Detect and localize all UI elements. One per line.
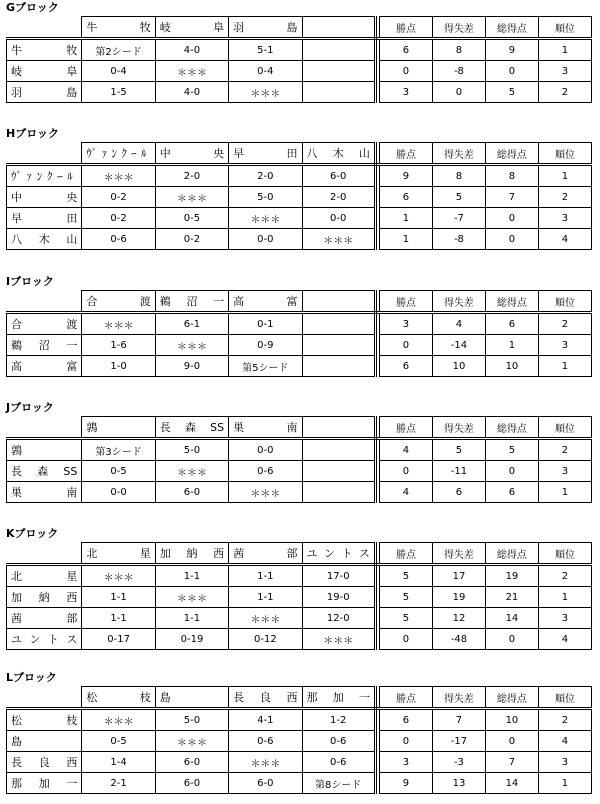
match-result: ＊＊＊ xyxy=(155,61,228,82)
row-team-name: 加 納 西 xyxy=(7,587,82,608)
team-header xyxy=(302,417,375,439)
table-row xyxy=(7,313,592,335)
stat-value: 6 xyxy=(379,39,432,61)
team-header: 長 良 西 xyxy=(229,687,302,709)
stat-value: 6 xyxy=(485,482,538,503)
stat-value: 5 xyxy=(485,439,538,461)
stat-header: 順位 xyxy=(538,143,591,165)
table-row xyxy=(7,439,592,461)
stat-value: 8 xyxy=(485,165,538,187)
header-row xyxy=(7,291,592,313)
match-result: 0-0 xyxy=(302,208,375,229)
stat-value: 7 xyxy=(485,187,538,208)
row-team-name: 羽 島 xyxy=(7,82,82,103)
stat-value: -11 xyxy=(432,461,485,482)
stat-value: 0 xyxy=(485,208,538,229)
match-result: 0-6 xyxy=(229,731,302,752)
team-header: 早 田 xyxy=(229,143,302,165)
match-result: 5-0 xyxy=(155,709,228,731)
match-result: 1-1 xyxy=(82,608,155,629)
stat-value: 0 xyxy=(485,731,538,752)
match-result xyxy=(302,82,375,103)
row-team-name: 島 xyxy=(7,731,82,752)
match-result: 0-4 xyxy=(229,61,302,82)
match-result: ＊＊＊ xyxy=(82,709,155,731)
standings-table xyxy=(6,142,592,250)
match-result: 4-0 xyxy=(155,39,228,61)
block-title: Gブロック xyxy=(6,1,59,14)
standings-table xyxy=(6,416,592,503)
stat-value: 0 xyxy=(379,61,432,82)
stat-value: 4 xyxy=(538,229,591,250)
stat-header: 勝点 xyxy=(379,143,432,165)
row-team-name: 合 渡 xyxy=(7,313,82,335)
block-title: Iブロック xyxy=(6,275,54,288)
stat-value: 4 xyxy=(432,313,485,335)
match-result xyxy=(302,482,375,503)
stat-value: 1 xyxy=(485,335,538,356)
match-result: 5-1 xyxy=(229,39,302,61)
table-row xyxy=(7,229,592,250)
stat-value: 0 xyxy=(485,461,538,482)
team-header: ｳﾞｧﾝｸｰﾙ xyxy=(82,143,155,165)
stat-value: -14 xyxy=(432,335,485,356)
table-row xyxy=(7,187,592,208)
match-result: ＊＊＊ xyxy=(229,752,302,773)
stat-header: 得失差 xyxy=(432,543,485,565)
standings-table xyxy=(6,16,592,103)
match-result: 第5シード xyxy=(229,356,302,377)
stat-value: 4 xyxy=(379,482,432,503)
match-result xyxy=(302,461,375,482)
stat-value: 7 xyxy=(485,752,538,773)
stat-value: 13 xyxy=(432,773,485,794)
block-title: Jブロック xyxy=(6,401,54,414)
stat-value: 1 xyxy=(538,587,591,608)
match-result: 0-0 xyxy=(82,482,155,503)
row-team-name: 八 木 山 xyxy=(7,229,82,250)
stat-value: 2 xyxy=(538,187,591,208)
match-result: 1-2 xyxy=(302,709,375,731)
match-result: 0-6 xyxy=(229,461,302,482)
match-result: 0-4 xyxy=(82,61,155,82)
match-result: 1-4 xyxy=(82,752,155,773)
match-result: ＊＊＊ xyxy=(229,608,302,629)
stat-value: 0 xyxy=(379,629,432,650)
stat-value: 1 xyxy=(379,229,432,250)
team-header: 巣 南 xyxy=(229,417,302,439)
stat-value: 8 xyxy=(432,165,485,187)
row-team-name: ユ ン ト ス xyxy=(7,629,82,650)
table-row xyxy=(7,709,592,731)
stat-value: 2 xyxy=(538,565,591,587)
match-result: 1-1 xyxy=(82,587,155,608)
team-header: 鵜 沼 一 xyxy=(155,291,228,313)
team-header: 牛 牧 xyxy=(82,17,155,39)
stat-value: 0 xyxy=(432,82,485,103)
stat-value: -17 xyxy=(432,731,485,752)
match-result: 0-0 xyxy=(229,229,302,250)
match-result: 5-0 xyxy=(155,439,228,461)
match-result: 0-5 xyxy=(82,731,155,752)
stat-header: 得失差 xyxy=(432,143,485,165)
table-row xyxy=(7,39,592,61)
header-row xyxy=(7,417,592,439)
stat-header: 勝点 xyxy=(379,417,432,439)
stat-value: 1 xyxy=(538,773,591,794)
table-row xyxy=(7,587,592,608)
match-result: 2-0 xyxy=(302,187,375,208)
match-result: ＊＊＊ xyxy=(155,335,228,356)
match-result: 0-9 xyxy=(229,335,302,356)
stat-header: 順位 xyxy=(538,291,591,313)
row-team-name: 那 加 一 xyxy=(7,773,82,794)
stat-value: 6 xyxy=(485,313,538,335)
team-header xyxy=(302,291,375,313)
match-result: 6-0 xyxy=(229,773,302,794)
stat-value: 7 xyxy=(432,709,485,731)
stat-value: 3 xyxy=(538,608,591,629)
stat-value: 0 xyxy=(485,61,538,82)
stat-value: 1 xyxy=(538,39,591,61)
stat-value: -8 xyxy=(432,229,485,250)
stat-value: 14 xyxy=(485,608,538,629)
row-team-name: 鵜 沼 一 xyxy=(7,335,82,356)
stat-value: 5 xyxy=(432,439,485,461)
header-row xyxy=(7,543,592,565)
match-result: 0-6 xyxy=(82,229,155,250)
match-result: 0-5 xyxy=(82,461,155,482)
match-result: ＊＊＊ xyxy=(155,731,228,752)
match-result xyxy=(302,61,375,82)
table-row xyxy=(7,208,592,229)
stat-value: 1 xyxy=(379,208,432,229)
match-result: 6-0 xyxy=(155,773,228,794)
match-result: 0-6 xyxy=(302,752,375,773)
match-result: 9-0 xyxy=(155,356,228,377)
match-result: ＊＊＊ xyxy=(82,165,155,187)
match-result: ＊＊＊ xyxy=(229,82,302,103)
stat-value: 5 xyxy=(379,587,432,608)
match-result: 1-1 xyxy=(155,565,228,587)
row-team-name: 松 枝 xyxy=(7,709,82,731)
block-title: Lブロック xyxy=(6,671,57,684)
stat-value: 3 xyxy=(379,313,432,335)
match-result: 2-1 xyxy=(82,773,155,794)
stat-value: 3 xyxy=(538,335,591,356)
match-result: 6-1 xyxy=(155,313,228,335)
corner-cell xyxy=(7,687,82,709)
row-team-name: ｳﾞｧﾝｸｰﾙ xyxy=(7,165,82,187)
match-result: 1-6 xyxy=(82,335,155,356)
team-header: 茜 部 xyxy=(229,543,302,565)
row-team-name: 早 田 xyxy=(7,208,82,229)
team-header: 那 加 一 xyxy=(302,687,375,709)
stat-value: 3 xyxy=(379,752,432,773)
corner-cell xyxy=(7,291,82,313)
table-row xyxy=(7,356,592,377)
standings-table xyxy=(6,686,592,794)
row-team-name: 長 森 SS xyxy=(7,461,82,482)
match-result xyxy=(302,356,375,377)
row-team-name: 高 富 xyxy=(7,356,82,377)
match-result: 17-0 xyxy=(302,565,375,587)
stat-value: 0 xyxy=(485,629,538,650)
standings-table xyxy=(6,542,592,650)
match-result: 6-0 xyxy=(155,752,228,773)
match-result: ＊＊＊ xyxy=(302,629,375,650)
stat-value: 5 xyxy=(432,187,485,208)
stat-value: 6 xyxy=(379,356,432,377)
row-team-name: 中 央 xyxy=(7,187,82,208)
team-header: 鶉 xyxy=(82,417,155,439)
row-team-name: 長 良 西 xyxy=(7,752,82,773)
stat-header: 総得点 xyxy=(485,17,538,39)
stat-value: 10 xyxy=(485,356,538,377)
team-header: 合 渡 xyxy=(82,291,155,313)
stat-value: -7 xyxy=(432,208,485,229)
match-result: 1-1 xyxy=(229,587,302,608)
stat-value: 19 xyxy=(432,587,485,608)
table-row xyxy=(7,461,592,482)
match-result: 0-2 xyxy=(82,208,155,229)
match-result: 第2シード xyxy=(82,39,155,61)
row-team-name: 北 星 xyxy=(7,565,82,587)
match-result: 第3シード xyxy=(82,439,155,461)
stat-header: 得失差 xyxy=(432,417,485,439)
stat-value: 2 xyxy=(538,709,591,731)
table-row xyxy=(7,165,592,187)
match-result: 12-0 xyxy=(302,608,375,629)
stat-value: 5 xyxy=(379,608,432,629)
stat-value: 3 xyxy=(379,82,432,103)
match-result: 19-0 xyxy=(302,587,375,608)
table-row xyxy=(7,731,592,752)
corner-cell xyxy=(7,17,82,39)
stat-header: 勝点 xyxy=(379,543,432,565)
team-header: 北 星 xyxy=(82,543,155,565)
corner-cell xyxy=(7,143,82,165)
table-row xyxy=(7,565,592,587)
stat-value: 1 xyxy=(538,165,591,187)
match-result: 4-1 xyxy=(229,709,302,731)
team-header: 羽 島 xyxy=(229,17,302,39)
stat-header: 順位 xyxy=(538,543,591,565)
table-row xyxy=(7,61,592,82)
stat-value: 1 xyxy=(538,482,591,503)
table-row xyxy=(7,608,592,629)
stat-value: 9 xyxy=(379,165,432,187)
stat-header: 総得点 xyxy=(485,687,538,709)
stat-header: 順位 xyxy=(538,417,591,439)
match-result: 2-0 xyxy=(229,165,302,187)
stat-header: 勝点 xyxy=(379,687,432,709)
team-header: 中 央 xyxy=(155,143,228,165)
table-row xyxy=(7,629,592,650)
match-result: 0-1 xyxy=(229,313,302,335)
stat-value: -48 xyxy=(432,629,485,650)
match-result: 0-19 xyxy=(155,629,228,650)
match-result: 0-5 xyxy=(155,208,228,229)
stat-value: 0 xyxy=(379,731,432,752)
header-row xyxy=(7,143,592,165)
match-result xyxy=(302,39,375,61)
match-result: ＊＊＊ xyxy=(82,565,155,587)
stat-header: 得失差 xyxy=(432,687,485,709)
match-result: ＊＊＊ xyxy=(155,587,228,608)
stat-value: 0 xyxy=(379,335,432,356)
stat-value: -8 xyxy=(432,61,485,82)
team-header: 八 木 山 xyxy=(302,143,375,165)
stat-value: 9 xyxy=(379,773,432,794)
stat-value: 6 xyxy=(379,709,432,731)
stat-header: 順位 xyxy=(538,17,591,39)
match-result: ＊＊＊ xyxy=(155,461,228,482)
match-result: 0-2 xyxy=(82,187,155,208)
stat-value: 1 xyxy=(538,356,591,377)
match-result: 2-0 xyxy=(155,165,228,187)
team-header: ユ ン ト ス xyxy=(302,543,375,565)
stat-value: 5 xyxy=(379,565,432,587)
team-header xyxy=(302,17,375,39)
stat-header: 総得点 xyxy=(485,143,538,165)
row-team-name: 牛 牧 xyxy=(7,39,82,61)
stat-value: -3 xyxy=(432,752,485,773)
table-row xyxy=(7,482,592,503)
standings-table xyxy=(6,290,592,377)
stat-value: 10 xyxy=(432,356,485,377)
match-result: 1-0 xyxy=(82,356,155,377)
row-team-name: 巣 南 xyxy=(7,482,82,503)
stat-value: 6 xyxy=(432,482,485,503)
stat-value: 6 xyxy=(379,187,432,208)
match-result: 1-5 xyxy=(82,82,155,103)
stat-value: 3 xyxy=(538,752,591,773)
match-result: 0-12 xyxy=(229,629,302,650)
block-title: Hブロック xyxy=(6,127,59,140)
stat-value: 5 xyxy=(485,82,538,103)
stat-header: 順位 xyxy=(538,687,591,709)
stat-header: 総得点 xyxy=(485,291,538,313)
stat-header: 総得点 xyxy=(485,543,538,565)
match-result: 0-0 xyxy=(229,439,302,461)
stat-header: 得失差 xyxy=(432,17,485,39)
team-header: 岐 阜 xyxy=(155,17,228,39)
header-row xyxy=(7,687,592,709)
stat-value: 19 xyxy=(485,565,538,587)
stat-value: 8 xyxy=(432,39,485,61)
stat-value: 0 xyxy=(379,461,432,482)
table-row xyxy=(7,335,592,356)
match-result: 0-2 xyxy=(155,229,228,250)
header-row xyxy=(7,17,592,39)
match-result: 1-1 xyxy=(155,608,228,629)
corner-cell xyxy=(7,543,82,565)
row-team-name: 岐 阜 xyxy=(7,61,82,82)
block-title: Kブロック xyxy=(6,527,59,540)
match-result: 6-0 xyxy=(302,165,375,187)
stat-header: 得失差 xyxy=(432,291,485,313)
stat-value: 3 xyxy=(538,61,591,82)
row-team-name: 茜 部 xyxy=(7,608,82,629)
match-result: 6-0 xyxy=(155,482,228,503)
stat-value: 4 xyxy=(538,731,591,752)
stat-value: 3 xyxy=(538,208,591,229)
row-team-name: 鶉 xyxy=(7,439,82,461)
stat-value: 4 xyxy=(379,439,432,461)
stat-header: 勝点 xyxy=(379,291,432,313)
match-result xyxy=(302,313,375,335)
stat-value: 0 xyxy=(485,229,538,250)
stat-value: 2 xyxy=(538,439,591,461)
match-result: 1-1 xyxy=(229,565,302,587)
team-header: 島 xyxy=(155,687,228,709)
table-row xyxy=(7,82,592,103)
stat-value: 2 xyxy=(538,82,591,103)
stat-value: 3 xyxy=(538,461,591,482)
match-result: ＊＊＊ xyxy=(302,229,375,250)
stat-value: 21 xyxy=(485,587,538,608)
match-result: 0-17 xyxy=(82,629,155,650)
table-row xyxy=(7,773,592,794)
stat-value: 4 xyxy=(538,629,591,650)
corner-cell xyxy=(7,417,82,439)
team-header: 松 枝 xyxy=(82,687,155,709)
stat-header: 勝点 xyxy=(379,17,432,39)
match-result: ＊＊＊ xyxy=(229,208,302,229)
stat-header: 総得点 xyxy=(485,417,538,439)
table-row xyxy=(7,752,592,773)
match-result: 4-0 xyxy=(155,82,228,103)
match-result xyxy=(302,439,375,461)
match-result xyxy=(302,335,375,356)
team-header: 長 森 SS xyxy=(155,417,228,439)
team-header: 加 納 西 xyxy=(155,543,228,565)
match-result: 第8シード xyxy=(302,773,375,794)
match-result: ＊＊＊ xyxy=(82,313,155,335)
stat-value: 14 xyxy=(485,773,538,794)
match-result: ＊＊＊ xyxy=(155,187,228,208)
match-result: ＊＊＊ xyxy=(229,482,302,503)
stat-value: 9 xyxy=(485,39,538,61)
stat-value: 10 xyxy=(485,709,538,731)
match-result: 5-0 xyxy=(229,187,302,208)
stat-value: 17 xyxy=(432,565,485,587)
stat-value: 12 xyxy=(432,608,485,629)
match-result: 0-6 xyxy=(302,731,375,752)
stat-value: 2 xyxy=(538,313,591,335)
team-header: 高 富 xyxy=(229,291,302,313)
